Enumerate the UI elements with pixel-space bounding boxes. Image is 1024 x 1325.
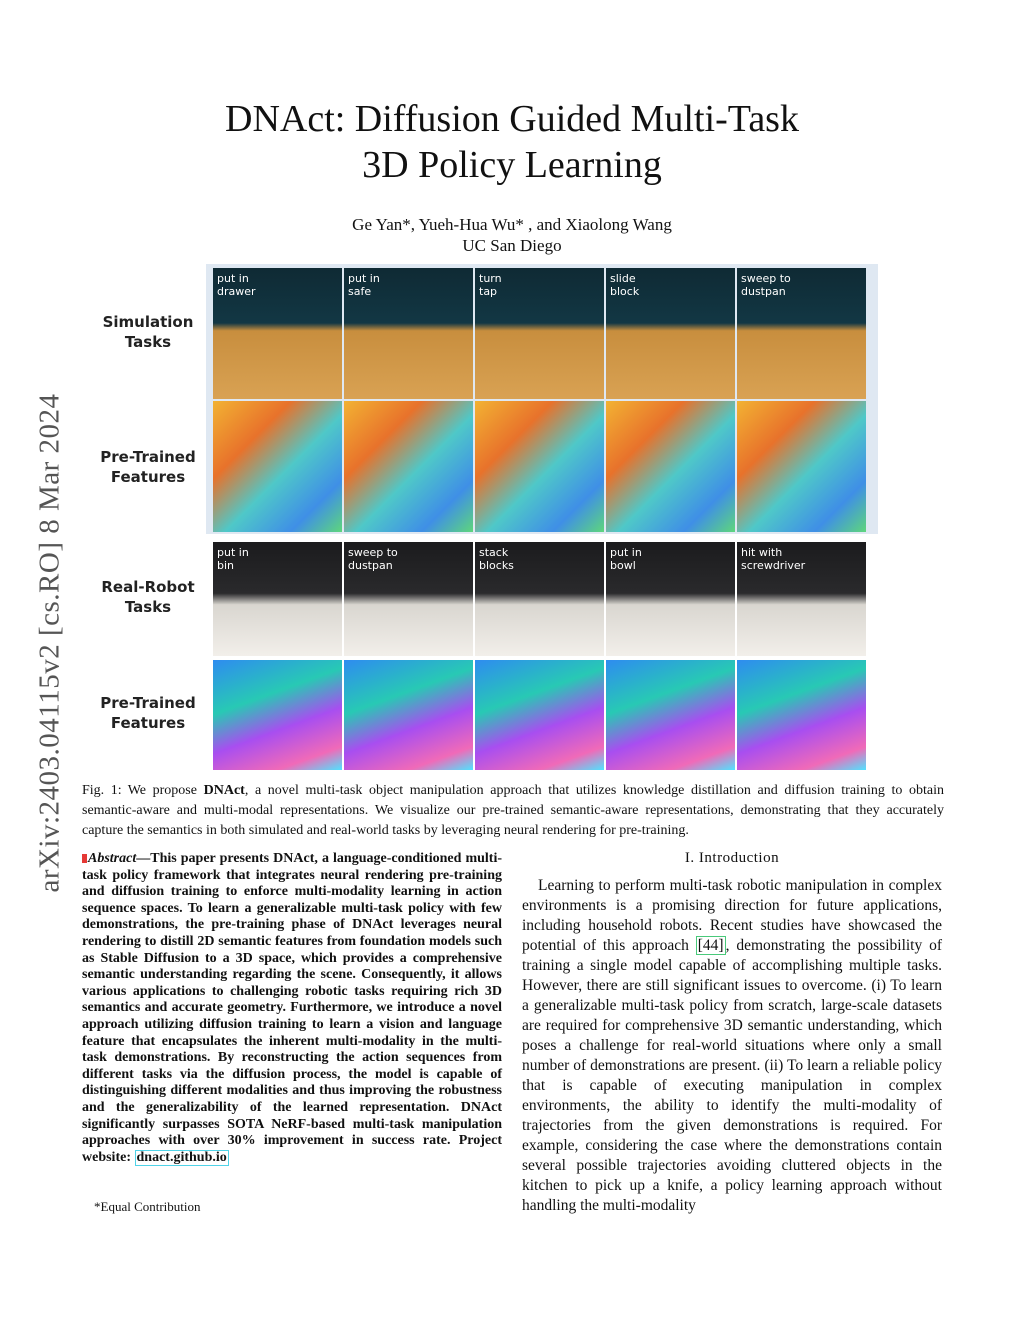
sim-feature-image bbox=[475, 401, 604, 532]
footnote: *Equal Contribution bbox=[94, 1199, 201, 1214]
abstract-text: —This paper presents DNAct, a language-conditioned multi-task policy framework that integrates neural rendering pre-training and diffusion training to enforce multi-modality learning in action sequence spaces. To learn a generalizable multi-task policy with few demonstrations, the pre-training phase of DNAct leverages neural rendering to distill 2D semantic features from foundation models such as Stable Diffusion to a 3D space, which provides a comprehensive semantic understanding regarding the scene. Consequently, it allows various applications to challenging robotic tasks requiring rich 3D semantics and accurate geometry. Furthermore, we introduce a novel approach utilizing diffusion training to learn a vision and language feature that encapsulates the inherent multi-modality in the multi-task demonstrations. By reconstructing the action sequences from different tasks via the diffusion process, the model is capable of distinguishing different modalities and thus improving the robustness and the generalizability of the learned representation. DNAct significantly surpasses SOTA NeRF-based multi-task manipulation approaches with over 30% improvement in success rate. Project website: bbox=[82, 851, 502, 1165]
project-website-link[interactable]: dnact.github.io bbox=[136, 1149, 227, 1165]
section-heading-introduction: I. Introduction bbox=[684, 850, 780, 866]
intro-text-pre: Learning to perform multi-task robotic manipulation in complex environments is a promising direction for future applications, including household robots. Recent studies have showcased the potential of this approach bbox=[522, 877, 942, 954]
sim-image bbox=[606, 268, 735, 399]
sim-feature-image bbox=[737, 401, 866, 532]
task-label: sweep to dustpan bbox=[348, 546, 398, 572]
real-image bbox=[606, 542, 735, 656]
introduction-text bbox=[522, 876, 942, 1216]
task-label: put in safe bbox=[348, 272, 380, 298]
real-image bbox=[213, 542, 342, 656]
task-label: put in drawer bbox=[217, 272, 256, 298]
task-label: hit with screwdriver bbox=[741, 546, 806, 572]
row-label-real-robot: Real-Robot Tasks bbox=[101, 578, 195, 616]
caption-text-pre: We propose bbox=[127, 783, 204, 798]
figure-caption bbox=[82, 781, 944, 841]
task-label: sweep to dustpan bbox=[741, 272, 791, 298]
sim-feature-image bbox=[606, 401, 735, 532]
intro-text-post: , demonstrating the possibility of training a single model capable of accomplishing multiple tasks. However, there are still significant issues to overcome. (i) To learn a generalizable multi-task policy from scratch, large-scale datasets are required for comprehensive 3D semantic understanding, which poses a challenge for real-world situations where only a small number of demonstrations are present. (ii) To learn a reliable policy that is capable of executing manipulation in complex environments, the ability to identify the multi-modality of trajectories from the given demonstrations is required. For example, considering the case where the demonstrations contain several possible trajectories avoiding cluttered objects in the kitchen to pick up a knife, a policy learning approach without handling the multi-modality bbox=[522, 937, 943, 1214]
task-label: slide block bbox=[610, 272, 640, 298]
real-feature-image bbox=[475, 660, 604, 770]
sim-feature-image bbox=[344, 401, 473, 532]
real-feature-image bbox=[606, 660, 735, 770]
real-image bbox=[737, 542, 866, 656]
row-label-real-features: Pre-Trained Features bbox=[100, 694, 196, 732]
task-label: stack blocks bbox=[479, 546, 514, 572]
task-label: turn tap bbox=[479, 272, 502, 298]
caption-bold: DNAct bbox=[203, 783, 245, 798]
row-label-simulation: Simulation Tasks bbox=[102, 313, 194, 351]
bookmark-flag-icon bbox=[82, 854, 87, 863]
task-label: put in bowl bbox=[610, 546, 642, 572]
citation-link[interactable]: [44] bbox=[697, 937, 724, 954]
paper-title-line1: DNAct: Diffusion Guided Multi-Task bbox=[225, 98, 799, 140]
task-label: put in bin bbox=[217, 546, 249, 572]
caption-label: Fig. 1: bbox=[82, 783, 122, 798]
sim-image bbox=[737, 268, 866, 399]
arxiv-id: arXiv:2403.04115v2 [cs.RO] 8 Mar 2024 bbox=[33, 392, 66, 893]
real-feature-image bbox=[344, 660, 473, 770]
authors: Ge Yan*, Yueh-Hua Wu* , and Xiaolong Wang bbox=[352, 215, 672, 234]
sim-image bbox=[213, 268, 342, 399]
row-label-sim-features: Pre-Trained Features bbox=[100, 448, 196, 486]
abstract-label: Abstract bbox=[88, 851, 137, 866]
sim-feature-image bbox=[213, 401, 342, 532]
real-image bbox=[475, 542, 604, 656]
abstract bbox=[82, 851, 502, 1166]
sim-image bbox=[475, 268, 604, 399]
real-feature-image bbox=[737, 660, 866, 770]
real-feature-image bbox=[213, 660, 342, 770]
arxiv-sidebar bbox=[20, 355, 80, 930]
real-image bbox=[344, 542, 473, 656]
paper-title-line2: 3D Policy Learning bbox=[362, 144, 662, 186]
sim-image bbox=[344, 268, 473, 399]
affiliation: UC San Diego bbox=[462, 236, 562, 255]
caption-text-post: , a novel multi-task object manipulation approach that utilizes knowledge distillation and diffusion training to obtain semantic-aware and multi-modal representations. We visualize our pre-trained semantic-aware representations, demonstrating that they accurately capture the semantics in both simulated and real-world tasks by leveraging neural rendering for pre-training. bbox=[82, 783, 944, 838]
